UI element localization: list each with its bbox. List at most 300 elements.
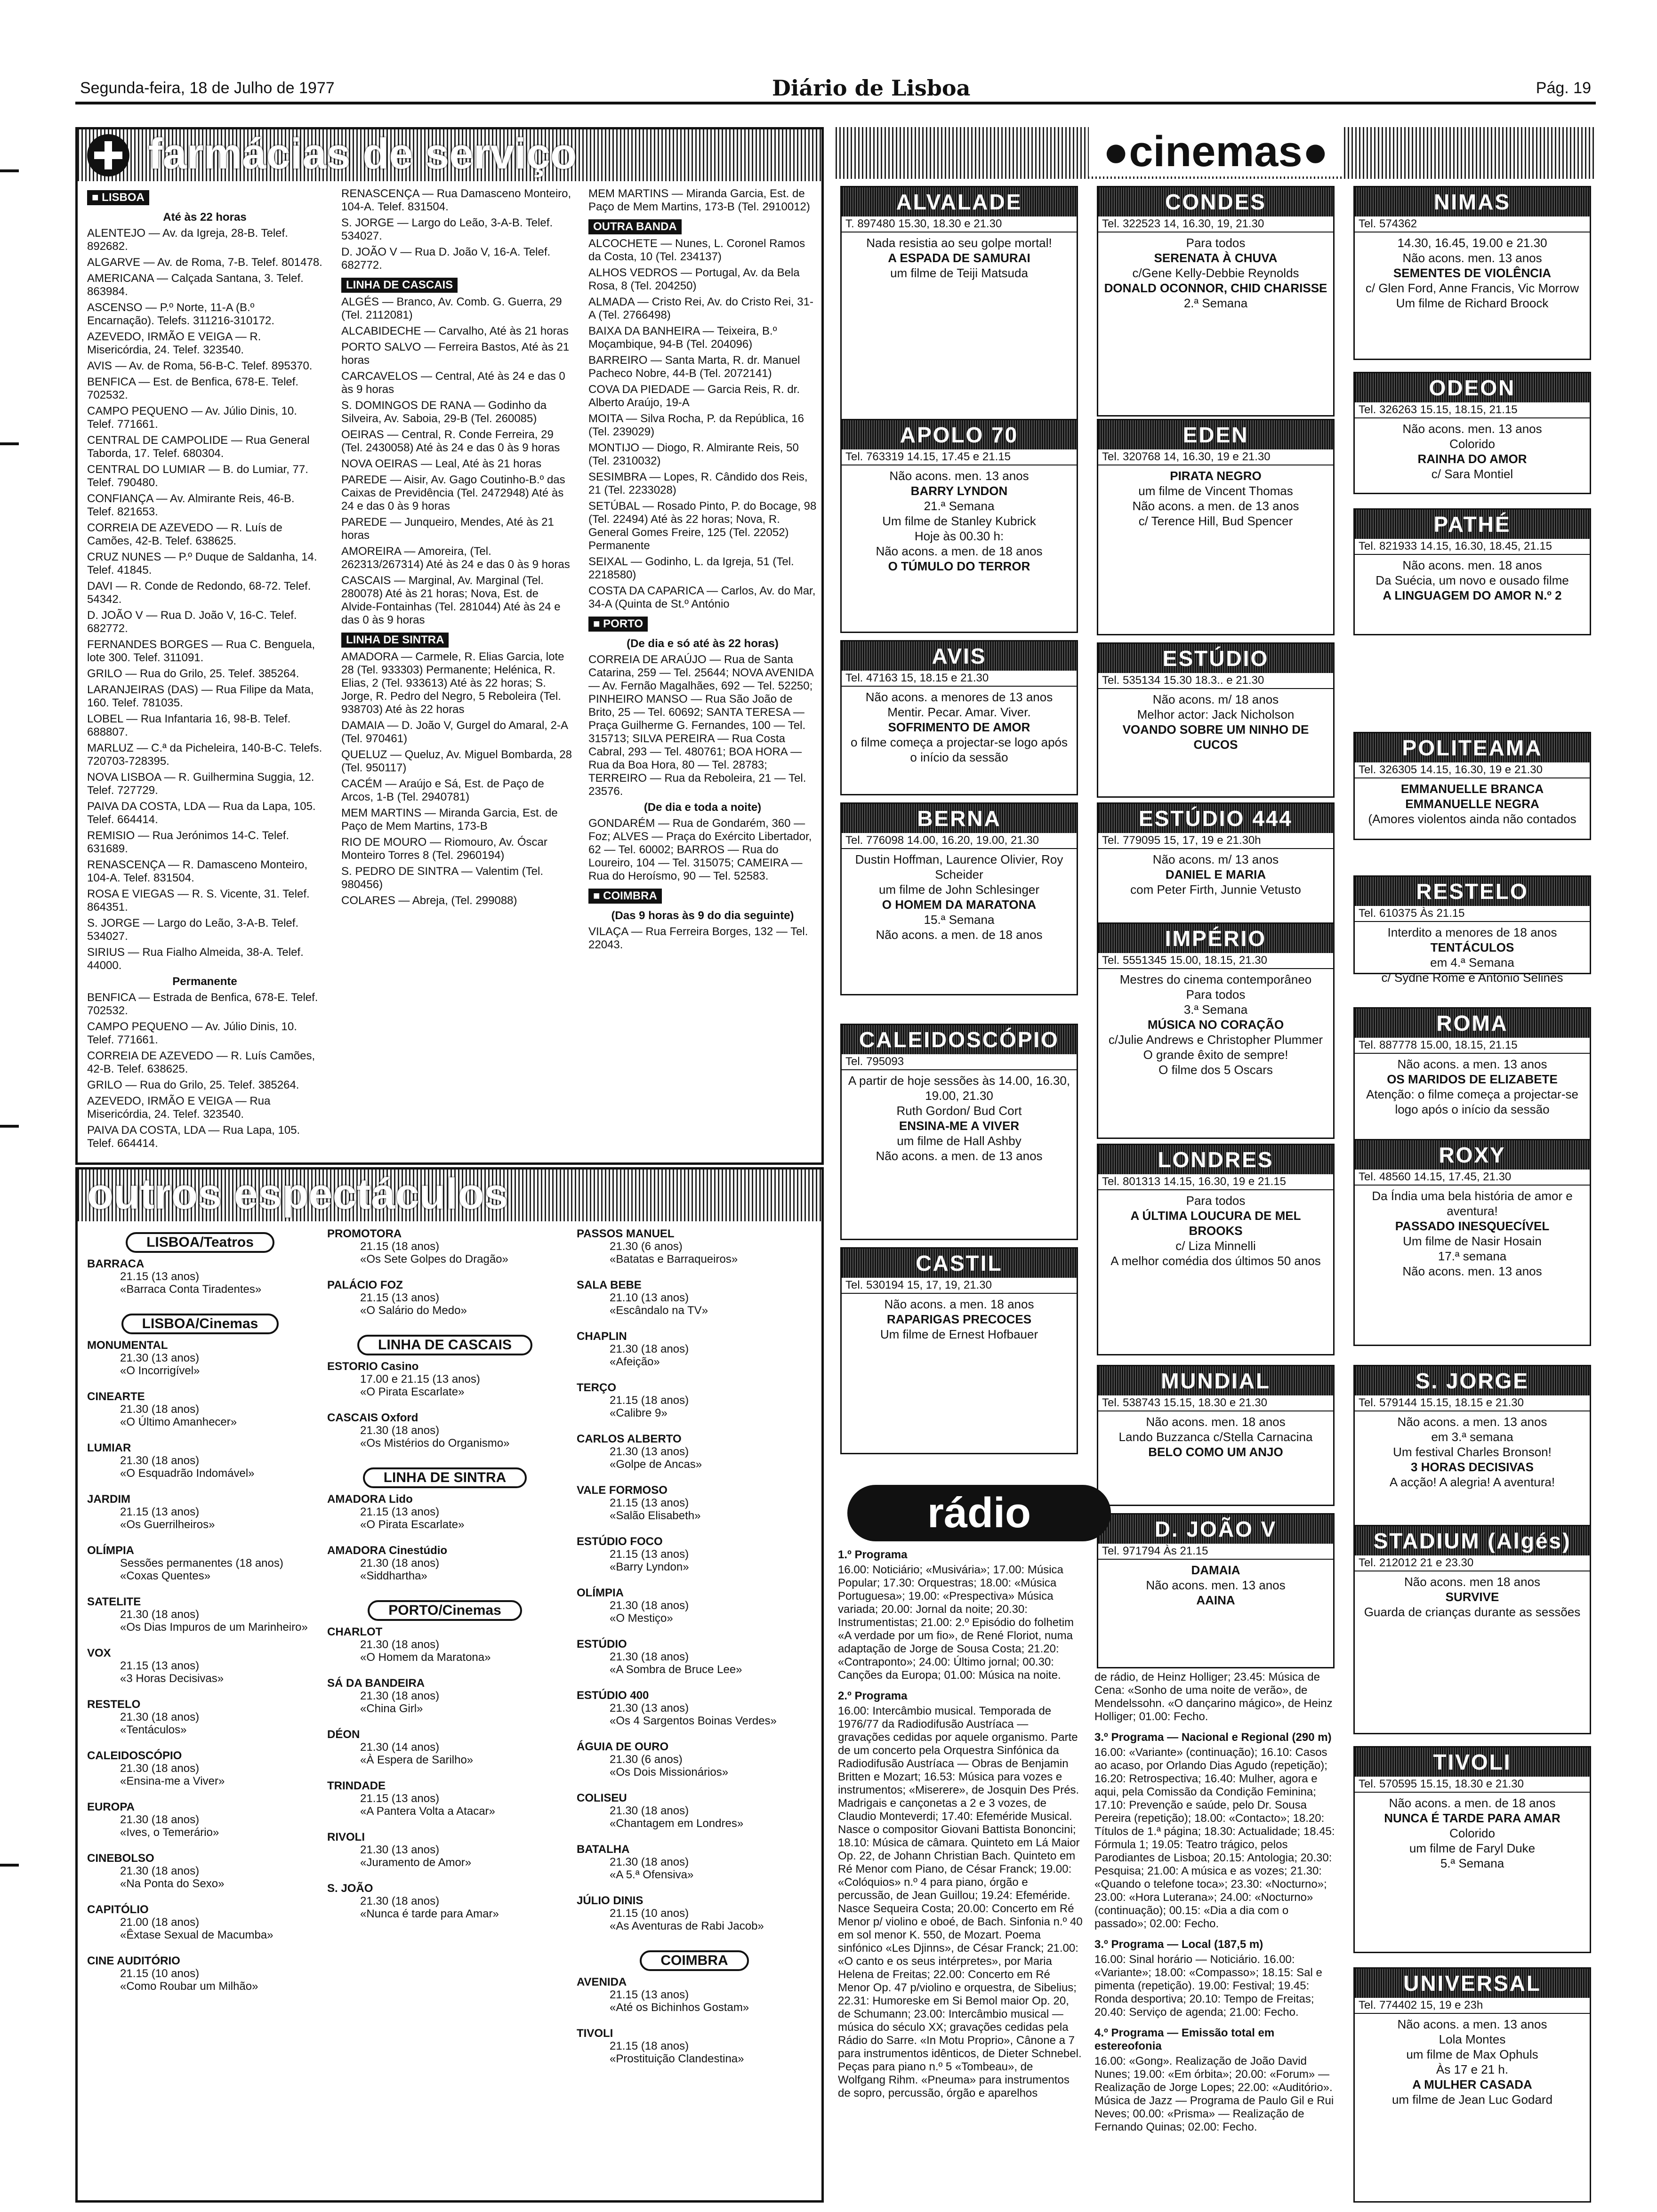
pharmacy-entry: SESIMBRA — Lopes, R. Cândido dos Reis, 21 (Tel. 2233028) — [588, 471, 808, 497]
cinema-info-line: 5.ª Semana — [1440, 1856, 1504, 1870]
cinema-info-line: Não acons. a men. de 18 anos — [876, 544, 1043, 558]
show-time: 21.30 (18 anos) — [610, 1804, 689, 1817]
cinema-box — [1097, 1513, 1335, 1668]
cinema-body — [842, 1070, 1077, 1166]
cinema-phone-times: Tel. 971794 Às 21.15 — [1098, 1544, 1333, 1560]
cinema-info-line: Mentir. Pecar. Amar. Viver. — [887, 705, 1031, 719]
cinema-info-line: Mestres do cinema contemporâneo — [1119, 972, 1312, 986]
pharmacy-entry: DAMAIA — D. João V, Gurgel do Amaral, 2-A (Tel. 970461) — [341, 719, 568, 745]
show-time: 21.15 (13 anos) — [610, 1548, 689, 1561]
show-entry — [87, 1493, 313, 1531]
venue-name: MONUMENTAL — [87, 1339, 168, 1352]
cinema-info-line: Não acons. men. 18 anos — [1402, 558, 1542, 572]
pharmacy-entry: S. DOMINGOS DE RANA — Godinho da Silveira, Av. Saboia, 29-B (Tel. 260085) — [341, 399, 547, 425]
farmacias-banner-title: farmácias de serviço — [148, 130, 577, 178]
cinema-info-line: Interdito a menores de 18 anos — [1387, 925, 1557, 939]
show-time: 21.30 (13 anos) — [360, 1843, 440, 1856]
show-time: 21.30 (13 anos) — [610, 1445, 689, 1458]
show-title: «Barraca Conta Tiradentes» — [120, 1283, 262, 1296]
cinema-name: MUNDIAL — [1098, 1366, 1333, 1395]
schedule-note: (De dia e toda a noite) — [643, 801, 762, 814]
show-time: 21.30 (18 anos) — [120, 1813, 200, 1826]
cinema-phone-times: Tel. 530194 15, 17, 19, 21.30 — [842, 1278, 1077, 1294]
show-title: «Os Mistérios do Organismo» — [360, 1437, 510, 1450]
cinema-info-line: O filme dos 5 Oscars — [1158, 1063, 1273, 1077]
pharmacy-entry: DAVI — R. Conde de Redondo, 68-72. Telef. 54342. — [87, 580, 311, 606]
cinema-info-line: Não acons. men. 13 anos — [1402, 251, 1542, 265]
venue-name: CHAPLIN — [577, 1330, 627, 1343]
show-title: «Nunca é tarde para Amar» — [360, 1907, 499, 1920]
show-entry — [577, 1227, 812, 1266]
show-time: 21.30 (18 anos) — [610, 1856, 689, 1868]
pharmacy-entry: BARREIRO — Santa Marta, R. dr. Manuel Pacheco Nobre, 44-B (Tel. 2072141) — [588, 354, 800, 380]
venue-name: SATELITE — [87, 1595, 141, 1608]
show-title: «O Pirata Escarlate» — [360, 1518, 465, 1531]
film-title: A ÚLTIMA LOUCURA DE MEL BROOKS — [1130, 1209, 1301, 1238]
show-entry — [87, 1749, 313, 1787]
radio-program-heading: 2.º Programa — [838, 1690, 908, 1702]
cinema-info-line: Da Suécia, um novo e ousado filme — [1375, 573, 1569, 587]
cinema-name: ESTÚDIO 444 — [1098, 804, 1333, 833]
cinema-info-line: Hoje às 00.30 h: — [914, 529, 1004, 543]
pharmacy-entry: CENTRAL DE CAMPOLIDE — Rua General Taborda, 17. Telef. 680304. — [87, 434, 310, 460]
cinema-box — [840, 802, 1078, 995]
cinema-info-line: Atenção: o filme começa a projectar-se logo após o início da sessão — [1366, 1087, 1578, 1116]
cinema-info-line: c/ Sydne Rome e António Selines — [1381, 970, 1563, 985]
section-pill-wrap — [87, 1309, 313, 1339]
show-entry — [577, 1279, 812, 1317]
film-title: ENSINA-ME A VIVER — [899, 1119, 1020, 1133]
pharmacy-entry: FERNANDES BORGES — Rua C. Benguela, lote 300. Telef. 311091. — [87, 638, 315, 664]
cinema-info-line: Não acons. men. 13 anos — [889, 469, 1029, 483]
edge-mark — [0, 1125, 19, 1128]
section-pill: LINHA DE CASCAIS — [357, 1335, 532, 1355]
venue-name: CINEARTE — [87, 1390, 145, 1403]
show-time: 21.15 (18 anos) — [610, 2040, 689, 2052]
cinema-info-line: 21.ª Semana — [924, 499, 995, 513]
show-time: 21.10 (13 anos) — [610, 1291, 689, 1304]
venue-name: CINEBOLSO — [87, 1852, 154, 1865]
show-time: 21.15 (13 anos) — [360, 1506, 440, 1518]
cinema-phone-times: Tel. 320768 14, 16.30, 19 e 21.30 — [1098, 449, 1333, 465]
cinema-info-line: c/ Terence Hill, Bud Spencer — [1138, 514, 1293, 528]
venue-name: AVENIDA — [577, 1976, 627, 1988]
cinema-phone-times: Tel. 326305 14.15, 16.30, 19 e 21.30 — [1355, 762, 1590, 778]
show-entry — [577, 1740, 812, 1779]
venue-name: CINE AUDITÓRIO — [87, 1955, 180, 1967]
show-title: «A Sombra de Bruce Lee» — [610, 1663, 742, 1676]
pharmacy-entry: MOITA — Silva Rocha, P. da República, 16 (Tel. 239029) — [588, 412, 804, 438]
cinema-info-line: Não acons. a men. de 18 anos — [876, 928, 1043, 942]
pharmacy-entry: CAMPO PEQUENO — Av. Júlio Dinis, 10. Telef. 771661. — [87, 405, 297, 431]
show-time: 21.15 (10 anos) — [120, 1967, 200, 1980]
cinema-info-line: Colorido — [1449, 1826, 1495, 1840]
cinema-box — [1097, 1144, 1335, 1355]
cinema-name: ALVALADE — [842, 187, 1077, 216]
cinema-info-line: Ruth Gordon/ Bud Cort — [896, 1104, 1022, 1118]
show-title: «3 Horas Decisivas» — [120, 1672, 224, 1685]
cinema-body — [1355, 555, 1590, 606]
film-title: DONALD OCONNOR, CHID CHARISSE — [1104, 281, 1327, 295]
cinema-info-line: Não acons. men. 13 anos — [1402, 422, 1542, 436]
show-entry — [87, 1442, 313, 1480]
show-time: 21.30 (18 anos) — [360, 1557, 440, 1570]
show-entry — [327, 1882, 563, 1920]
show-title: «Siddhartha» — [360, 1570, 427, 1582]
pharmacy-entry: BENFICA — Est. de Benfica, 678-E. Telef. 702532. — [87, 376, 299, 401]
pharmacy-entry: BAIXA DA BANHEIRA — Teixeira, B.º Moçambique, 94-B (Tel. 204096) — [588, 325, 777, 351]
cinema-info-line: Não acons. men. 13 anos — [1402, 1264, 1542, 1278]
cinema-body — [1355, 418, 1590, 484]
cinema-info-line: Não acons. m/ 18 anos — [1152, 692, 1279, 706]
show-entry — [87, 1544, 313, 1582]
pharmacy-entry: AMOREIRA — Amoreira, (Tel. 262313/267314) Até às 24 e das 0 às 9 horas — [341, 545, 570, 571]
pharmacy-entry: GRILO — Rua do Grilo, 25. Telef. 385264. — [87, 1079, 299, 1091]
show-entry — [87, 1258, 313, 1296]
show-time: 21.15 (13 anos) — [120, 1270, 200, 1283]
cinema-phone-times: Tel. 535134 15.30 18.3.. e 21.30 — [1098, 673, 1333, 689]
film-title: AAINA — [1196, 1593, 1235, 1607]
cinema-info-line: A acção! A alegria! A aventura! — [1389, 1475, 1555, 1489]
show-time: 21.30 (18 anos) — [610, 1343, 689, 1355]
radio-program-heading: 4.º Programa — Emissão total em estereofonia — [1094, 2027, 1275, 2052]
pharmacy-entry: CACÉM — Araújo e Sá, Est. de Paço de Arcos, 1-B (Tel. 2940781) — [341, 777, 544, 803]
show-entry — [327, 1360, 563, 1398]
cinema-info-line: com Peter Firth, Junnie Vetusto — [1130, 882, 1301, 897]
region-heading-label: LINHA DE SINTRA — [341, 633, 449, 648]
cinema-info-line: um filme de John Schlesinger — [878, 882, 1040, 897]
pharmacy-entry: LOBEL — Rua Infantaria 16, 98-B. Telef. 688807. — [87, 713, 291, 738]
pharmacy-entry: QUELUZ — Queluz, Av. Miguel Bombarda, 28 (Tel. 950117) — [341, 748, 572, 774]
section-pill: LISBOA/Cinemas — [121, 1314, 279, 1334]
pharmacy-entry: ROSA E VIEGAS — R. S. Vicente, 31. Telef. 864351. — [87, 888, 310, 914]
show-entry — [577, 1792, 812, 1830]
show-title: «Ives, o Temerário» — [120, 1826, 219, 1839]
show-title: «Êxtase Sexual de Macumba» — [120, 1929, 273, 1941]
film-title: DAMAIA — [1191, 1563, 1240, 1577]
schedule-note: (Das 9 horas às 9 do dia seguinte) — [611, 909, 794, 922]
pharmacy-entry: CORREIA DE AZEVEDO — R. Luís de Camões, 42-B. Telef. 638625. — [87, 521, 282, 547]
venue-name: ESTÚDIO — [577, 1638, 627, 1651]
pharmacy-entry: SEIXAL — Godinho, L. da Igreja, 51 (Tel. 2218580) — [588, 555, 794, 581]
show-title: «Calibre 9» — [610, 1407, 668, 1419]
cinema-info-line: Não acons. a men. de 13 anos — [1132, 499, 1299, 513]
venue-name: JÚLIO DINIS — [577, 1894, 643, 1907]
section-pill-wrap — [577, 1946, 812, 1976]
cinema-name: RESTELO — [1355, 877, 1590, 906]
pharmacy-entry: GONDARÉM — Rua de Gondarém, 360 — Foz; ALVES — Praça do Exército Libertador, 62 — Tel. 60002; BARROS — Rua do Loureiro, 104 — Tel. 315075; CAMEIRA — Rua do Heroísmo, 90 — Tel. 52583. — [588, 817, 812, 882]
venue-name: BATALHA — [577, 1843, 630, 1856]
pharmacy-entry: RENASCENÇA — Rua Damasceno Monteiro, 104-A. Telef. 831504. — [341, 187, 571, 213]
pharmacy-entry: AMADORA — Carmele, R. Elias Garcia, lote 28 (Tel. 933303) Permanente; Helénica, R. Elias, 2 (Tel. 933613) Até às 22 horas; S. Jorge, R. Pedro del Negro, 5 Reboleira (Tel. 938703) Até às 22 horas — [341, 650, 564, 716]
show-time: 21.15 (13 anos) — [120, 1506, 200, 1518]
pharmacy-entry: ALGÉS — Branco, Av. Comb. G. Guerra, 29 (Tel. 2112081) — [341, 296, 562, 321]
venue-name: PALÁCIO FOZ — [327, 1279, 403, 1291]
cinema-body — [1355, 232, 1590, 313]
region-heading-label: LINHA DE CASCAIS — [341, 278, 458, 293]
pharmacy-entry: BENFICA — Estrada de Benfica, 678-E. Telef. 702532. — [87, 991, 318, 1017]
show-time: 21.15 (13 anos) — [120, 1659, 200, 1672]
pharmacy-entry: CASCAIS — Marginal, Av. Marginal (Tel. 280078) Até às 21 horas; Nova, Est. de Alvide-Fontainhas (Tel. 281044) Até às 24 e das 0 às 9 horas — [341, 574, 561, 626]
cinema-info-line: Para todos — [1186, 236, 1246, 250]
cinema-info-line: Um filme de Richard Broock — [1396, 296, 1549, 310]
pharmacy-entry: ALCOCHETE — Nunes, L. Coronel Ramos da Costa, 10 (Tel. 234137) — [588, 237, 805, 263]
cinema-body — [1098, 689, 1333, 755]
venue-name: CASCAIS Oxford — [327, 1411, 418, 1424]
film-title: OS MARIDOS DE ELIZABETE — [1387, 1072, 1558, 1086]
show-title: «Os Guerrilheiros» — [120, 1518, 215, 1531]
outros-espectaculos-section — [75, 1167, 824, 2203]
cinema-phone-times: Tel. 779095 15, 17, 19 e 21.30h — [1098, 833, 1333, 849]
venue-name: COLISEU — [577, 1792, 627, 1804]
show-title: «Coxas Quentes» — [120, 1570, 211, 1582]
venue-name: PASSOS MANUEL — [577, 1227, 675, 1240]
show-entry — [327, 1227, 563, 1266]
pharmacy-cross-icon — [87, 134, 129, 176]
cinema-info-line: c/ Sara Montiel — [1431, 467, 1513, 481]
cinema-info-line: A partir de hoje sessões às 14.00, 16.30, 19.00, 21.30 — [848, 1074, 1070, 1103]
show-time: 21.15 (18 anos) — [360, 1240, 440, 1253]
venue-name: ESTÚDIO FOCO — [577, 1535, 663, 1548]
cinema-name: AVIS — [842, 641, 1077, 671]
cinema-name: CALEIDOSCÓPIO — [842, 1025, 1077, 1054]
cinema-box — [1353, 1007, 1591, 1144]
cinema-info-line: c/ Liza Minnelli — [1175, 1239, 1256, 1253]
cinema-box — [1353, 186, 1591, 360]
header-date: Segunda-feira, 18 de Julho de 1977 — [80, 79, 335, 97]
venue-name: OLÍMPIA — [577, 1587, 624, 1599]
region-heading — [87, 187, 322, 208]
show-time: 21.30 (18 anos) — [360, 1424, 440, 1437]
radio-schedule: 16.00: Intercâmbio musical. Temporada de 1976/77 da Radiodifusão Austríaca — gravações cedidas por aquele organismo. Parte de um concerto pela Orquestra Sinfónica da Radiodifusão Austríaca — Obras de Benjamin Britten e Mozart; 16.53: Música para vozes e instrumentos; «Miserere», de Josquin Des Prés. Madrigais e cançonetas a 2 e 3 vozes, de Claudio Monteverdi; 17.40: Efeméride Musical. Nasce o compositor Giovani Battista Bononcini; 18.10: Música de câmara. Quinteto em Lá Maior Op. 22, de Johann Christian Bach. Quinteto em Ré Menor com Piano, de César Franck; 19.00: «Colóquios» n.º 4 para piano, órgão e percussão, de Jean Guillou; 19.24: Efeméride. Nasce Sequeira Costa; 20.00: Concerto em Ré Menor p/ violino e oboé, de Bach. Sinfonia n.º 40 em sol menor K. 550, de Mozart. Poema sinfónico «Les Djinns», de César Franck; 21.00: «O canto e os seus intérpretes», por Maria Helena de Freitas; 22.00: Concerto em Ré Menor Op. 47 p/violino e orquestra, de Sibelius; 22.31: Humoreske em Si Bemol maior Op. 20, de Schumann; 23.00: Intercâmbio musical — música do século XX; gravações cedidas pela Rádio do Sarre. «In Motu Proprio», Cânone a 7 para instrumentos idênticos, de Dieter Schnebel. Peças para piano n.º 5 «Tombeau», de Wolfgang Rihm. «Pneuma» para instrumentos de sopro, percussão, órgão e aparelhos — [838, 1705, 1083, 2100]
page-header — [75, 75, 1596, 104]
cinema-box — [1097, 642, 1335, 798]
show-time: 21.30 (13 anos) — [610, 1702, 689, 1715]
film-title: SEMENTES DE VIOLÊNCIA — [1393, 266, 1552, 280]
venue-name: AMADORA Lido — [327, 1493, 413, 1506]
show-time: 21.30 (18 anos) — [120, 1454, 200, 1467]
cinema-box — [1353, 732, 1591, 840]
show-time: 21.30 (18 anos) — [360, 1690, 440, 1702]
cinema-info-line: Da Índia uma bela história de amor e aventura! — [1372, 1189, 1573, 1218]
venue-name: PROMOTORA — [327, 1227, 402, 1240]
pharmacy-entry: ALMADA — Cristo Rei, Av. do Cristo Rei, 31-A (Tel. 2766498) — [588, 296, 813, 321]
show-title: «O Último Amanhecer» — [120, 1416, 237, 1428]
show-entry — [327, 1626, 563, 1664]
pharmacy-entry: S. JORGE — Largo do Leão, 3-A-B. Telef. 534027. — [87, 917, 299, 943]
cinema-body — [1355, 2014, 1590, 2110]
outros-banner — [78, 1170, 821, 1221]
schedule-note: (De dia e só até às 22 horas) — [627, 637, 779, 650]
show-title: «Até os Bichinhos Gostam» — [610, 2001, 749, 2014]
cinema-name: PATHÉ — [1355, 510, 1590, 539]
pharmacy-entry: COVA DA PIEDADE — Garcia Reis, R. dr. Alberto Araújo, 19-A — [588, 383, 800, 409]
section-pill-wrap — [327, 1595, 563, 1626]
film-title: SERENATA À CHUVA — [1154, 251, 1278, 265]
show-time: 21.30 (18 anos) — [120, 1608, 200, 1621]
pharmacy-entry: ALHOS VEDROS — Portugal, Av. da Bela Rosa, 8 (Tel. 204250) — [588, 266, 800, 292]
region-heading — [588, 216, 817, 237]
show-entry — [577, 1330, 812, 1368]
cinema-info-line: Para todos — [1186, 987, 1246, 1002]
show-entry — [87, 1339, 313, 1377]
cinema-name: BERNA — [842, 804, 1077, 833]
cinema-name: ROMA — [1355, 1009, 1590, 1038]
cinema-info-line: Um filme de Nasir Hosain — [1403, 1234, 1542, 1248]
pharmacy-entry: CORREIA DE ARAÚJO — Rua de Santa Catarina, 259 — Tel. 25644; NOVA AVENIDA — Av. Fernão Magalhães, 692 — Tel. 52250; PINHEIRO MANSO — Rua São João de Brito, 25 — Tel. 60692; SANTA TERESA — Praça Guilherme G. Fernandes, 100 — Tel. 315713; SILVA PEREIRA — Rua Costa Cabral, 293 — Tel. 480761; BOA HORA — Rua da Boa Hora, 80 — Tel. 28783; TERREIRO — Rua da Reboleira, 21 — Tel. 23576. — [588, 653, 813, 798]
pharmacy-entry: PAIVA DA COSTA, LDA — Rua Lapa, 105. Telef. 664414. — [87, 1124, 300, 1150]
cinema-info-line: Um filme de Ernest Hofbauer — [880, 1327, 1038, 1341]
cinema-name: POLITEAMA — [1355, 733, 1590, 762]
region-heading — [341, 630, 572, 650]
venue-name: SÁ DA BANDEIRA — [327, 1677, 425, 1690]
show-title: «O Homem da Maratona» — [360, 1651, 491, 1664]
pharmacy-entry: ALCABIDECHE — Carvalho, Até às 21 horas — [341, 325, 569, 337]
film-title: SURVIVE — [1445, 1590, 1499, 1604]
cinema-info-line: Não acons. men. 18 anos — [1146, 1415, 1286, 1429]
venue-name: OLÍMPIA — [87, 1544, 134, 1557]
pharmacy-entry: CORREIA DE AZEVEDO — R. Luís Camões, 42-B. Telef. 638625. — [87, 1050, 315, 1075]
venue-name: CAPITÓLIO — [87, 1903, 149, 1916]
show-title: «Os Sete Golpes do Dragão» — [360, 1253, 508, 1266]
venue-name: JARDIM — [87, 1493, 131, 1506]
cinema-name: ROXY — [1355, 1140, 1590, 1170]
pharmacy-entry: PAREDE — Junqueiro, Mendes, Até às 21 horas — [341, 516, 554, 542]
show-entry — [327, 1544, 563, 1582]
cinema-phone-times: Tel. 326263 15.15, 18.15, 21.15 — [1355, 402, 1590, 418]
cinema-info-line: Não acons. a men. 13 anos — [1397, 1057, 1547, 1071]
pharmacy-entry: SETÚBAL — Rosado Pinto, P. do Bocage, 98 (Tel. 22494) Até às 22 horas; Nova, R. General Gomes Freire, 125 (Tel. 22052) Permanente — [588, 500, 817, 552]
cinema-phone-times: Tel. 821933 14.15, 16.30, 18.45, 21.15 — [1355, 539, 1590, 555]
pharmacy-entry: MONTIJO — Diogo, R. Almirante Reis, 50 (Tel. 2310032) — [588, 441, 799, 467]
cinema-info-line: Dustin Hoffman, Laurence Olivier, Roy Scheider — [855, 852, 1063, 882]
venue-name: CALEIDOSCÓPIO — [87, 1749, 182, 1762]
region-heading-label: OUTRA BANDA — [588, 219, 682, 234]
show-title: «Chantagem em Londres» — [610, 1817, 744, 1830]
venue-name: SALA BEBE — [577, 1279, 642, 1291]
show-time: 21.15 (13 anos) — [360, 1291, 440, 1304]
venue-name: CARLOS ALBERTO — [577, 1433, 682, 1445]
cinema-body — [1098, 849, 1333, 900]
venue-name: ESTÚDIO 400 — [577, 1689, 649, 1702]
show-entry — [87, 1595, 313, 1634]
cinema-body — [1098, 1560, 1333, 1611]
radio-program-heading: 3.º Programa — Nacional e Regional (290 m) — [1094, 1731, 1332, 1744]
cinema-info-line: Não acons. m/ 13 anos — [1152, 852, 1279, 866]
show-time: 21.15 (13 anos) — [610, 1988, 689, 2001]
show-entry — [87, 1903, 313, 1941]
show-entry — [327, 1831, 563, 1869]
cinema-info-line: o filme começa a projectar-se logo após o início da sessão — [850, 735, 1068, 764]
cinema-phone-times: Tel. 538743 15.15, 18.30 e 21.30 — [1098, 1395, 1333, 1411]
venue-name: RIVOLI — [327, 1831, 365, 1843]
pharmacy-entry: ALGARVE — Av. de Roma, 7-B. Telef. 801478. — [87, 256, 322, 269]
cinemas-section — [836, 127, 1596, 179]
cinema-box — [1353, 1365, 1591, 1527]
cinema-box — [1097, 802, 1335, 932]
cinema-info-line: Não acons. men 18 anos — [1404, 1575, 1541, 1589]
cinema-name: APOLO 70 — [842, 420, 1077, 449]
film-title: TENTÁCULOS — [1430, 940, 1514, 954]
show-title: «Salão Elisabeth» — [610, 1509, 701, 1522]
radio-text-left — [838, 1548, 1083, 2203]
cinema-info-line: c/Julie Andrews e Christopher Plummer — [1108, 1033, 1323, 1047]
show-entry — [577, 1843, 812, 1881]
outros-col-3 — [577, 1227, 812, 2202]
cinema-info-line: em 4.ª Semana — [1430, 955, 1514, 970]
cinema-box — [1353, 1525, 1591, 1734]
cinema-phone-times: Tel. 322523 14, 16.30, 19, 21.30 — [1098, 216, 1333, 232]
show-entry — [327, 1677, 563, 1715]
cinema-phone-times: Tel. 795093 — [842, 1054, 1077, 1070]
show-entry — [577, 1587, 812, 1625]
outros-col-1 — [87, 1227, 313, 2202]
show-title: «A 5.ª Ofensiva» — [610, 1868, 694, 1881]
pharmacy-entry: MEM MARTINS — Miranda Garcia, Est. de Paço de Mem Martins, 173-B — [341, 807, 558, 833]
show-time: 21.00 (18 anos) — [120, 1916, 200, 1929]
cinema-phone-times: Tel. 212012 21 e 23.30 — [1355, 1555, 1590, 1571]
cinemas-banner-title: ●cinemas● — [1089, 127, 1343, 176]
cinema-info-line: Não acons. a men. 18 anos — [884, 1297, 1034, 1311]
cinema-info-line: 15.ª Semana — [924, 913, 995, 927]
pharmacy-entry: CRUZ NUNES — P.º Duque de Saldanha, 14. Telef. 41845. — [87, 551, 317, 577]
cinema-info-line: 3.ª Semana — [1183, 1002, 1248, 1017]
section-pill-wrap — [87, 1227, 313, 1258]
show-entry — [87, 1852, 313, 1890]
cinema-body — [1355, 1571, 1590, 1622]
show-time: Sessões permanentes (18 anos) — [120, 1557, 283, 1570]
venue-name: AMADORA Cinestúdio — [327, 1544, 448, 1557]
cinema-name: CASTIL — [842, 1249, 1077, 1278]
pharmacy-entry: PAREDE — Aisir, Av. Gago Coutinho-B.º das Caixas de Previdência (Tel. 2472948) Até às 24 e das 0 às 9 horas — [341, 473, 565, 513]
cinema-body — [1098, 1190, 1333, 1271]
cinema-phone-times: T. 897480 15.30, 18.30 e 21.30 — [842, 216, 1077, 232]
show-entry — [577, 1484, 812, 1522]
cinema-phone-times: Tel. 570595 15.15, 18.30 e 21.30 — [1355, 1777, 1590, 1793]
farmacias-banner — [78, 129, 821, 181]
show-entry — [87, 1647, 313, 1685]
cinema-info-line: c/ Glen Ford, Anne Francis, Vic Morrow — [1365, 281, 1579, 295]
pharmacy-entry: COLARES — Abreja, (Tel. 299088) — [341, 894, 517, 907]
pharmacy-entry: NOVA OEIRAS — Leal, Até às 21 horas — [341, 457, 542, 470]
radio-schedule: 16.00: Noticiário; «Musivária»; 17.00: Música Popular; 17.30: Orquestras; 18.00: «Música Portuguesa»; 19.00: «Prespectiva» Música variada; 20.00: Jornal da noite; 20.30: Instrumentistas; 21.00: 2.º Episódio do folhetim «A verdade por um fio», de René Floriot, numa adaptação de Jorge de Sousa Costa; 21.20: «Contraponto»; 24.00: Último jornal; 00.30: Canções da Europa; 01.00: Música na noite. — [838, 1563, 1074, 1682]
region-heading-label: ■ LISBOA — [87, 190, 149, 205]
cinema-name: IMPÉRIO — [1098, 924, 1333, 953]
show-entry — [87, 1955, 313, 1993]
outros-banner-title: outros espectáculos — [87, 1170, 508, 1218]
pharmacy-entry: MARLUZ — C.ª da Picheleira, 140-B-C. Telefs. 720703-728395. — [87, 742, 322, 768]
cinema-box — [840, 419, 1078, 633]
cinema-body — [1355, 1411, 1590, 1492]
cinema-box — [1353, 372, 1591, 494]
cinema-info-line: (Amores violentos ainda não contados — [1368, 812, 1577, 826]
cinema-info-line: Não acons. a men. 13 anos — [1397, 2017, 1547, 2031]
cinema-info-line: Um festival Charles Bronson! — [1393, 1445, 1552, 1459]
cinema-info-line: um filme de Hall Ashby — [897, 1134, 1022, 1148]
cinema-phone-times: Tel. 776098 14.00, 16.20, 19.00, 21.30 — [842, 833, 1077, 849]
cinema-info-line: um filme de Max Ophuls — [1406, 2047, 1538, 2061]
show-entry — [577, 1433, 812, 1471]
venue-name: TIVOLI — [577, 2027, 613, 2040]
pharmacy-entry: D. JOÃO V — Rua D. João V, 16-A. Telef. 682772. — [341, 246, 551, 272]
venue-name: S. JOÃO — [327, 1882, 373, 1895]
cinema-info-line: Um filme de Stanley Kubrick — [882, 514, 1036, 528]
pharmacy-entry: RENASCENÇA — R. Damasceno Monteiro, 104-A. Telef. 831504. — [87, 858, 308, 884]
cinema-info-line: Não acons. men. 13 anos — [1146, 1578, 1286, 1592]
cinema-info-line: Para todos — [1186, 1194, 1246, 1208]
cinema-box — [840, 1024, 1078, 1240]
show-time: 21.30 (18 anos) — [120, 1403, 200, 1416]
